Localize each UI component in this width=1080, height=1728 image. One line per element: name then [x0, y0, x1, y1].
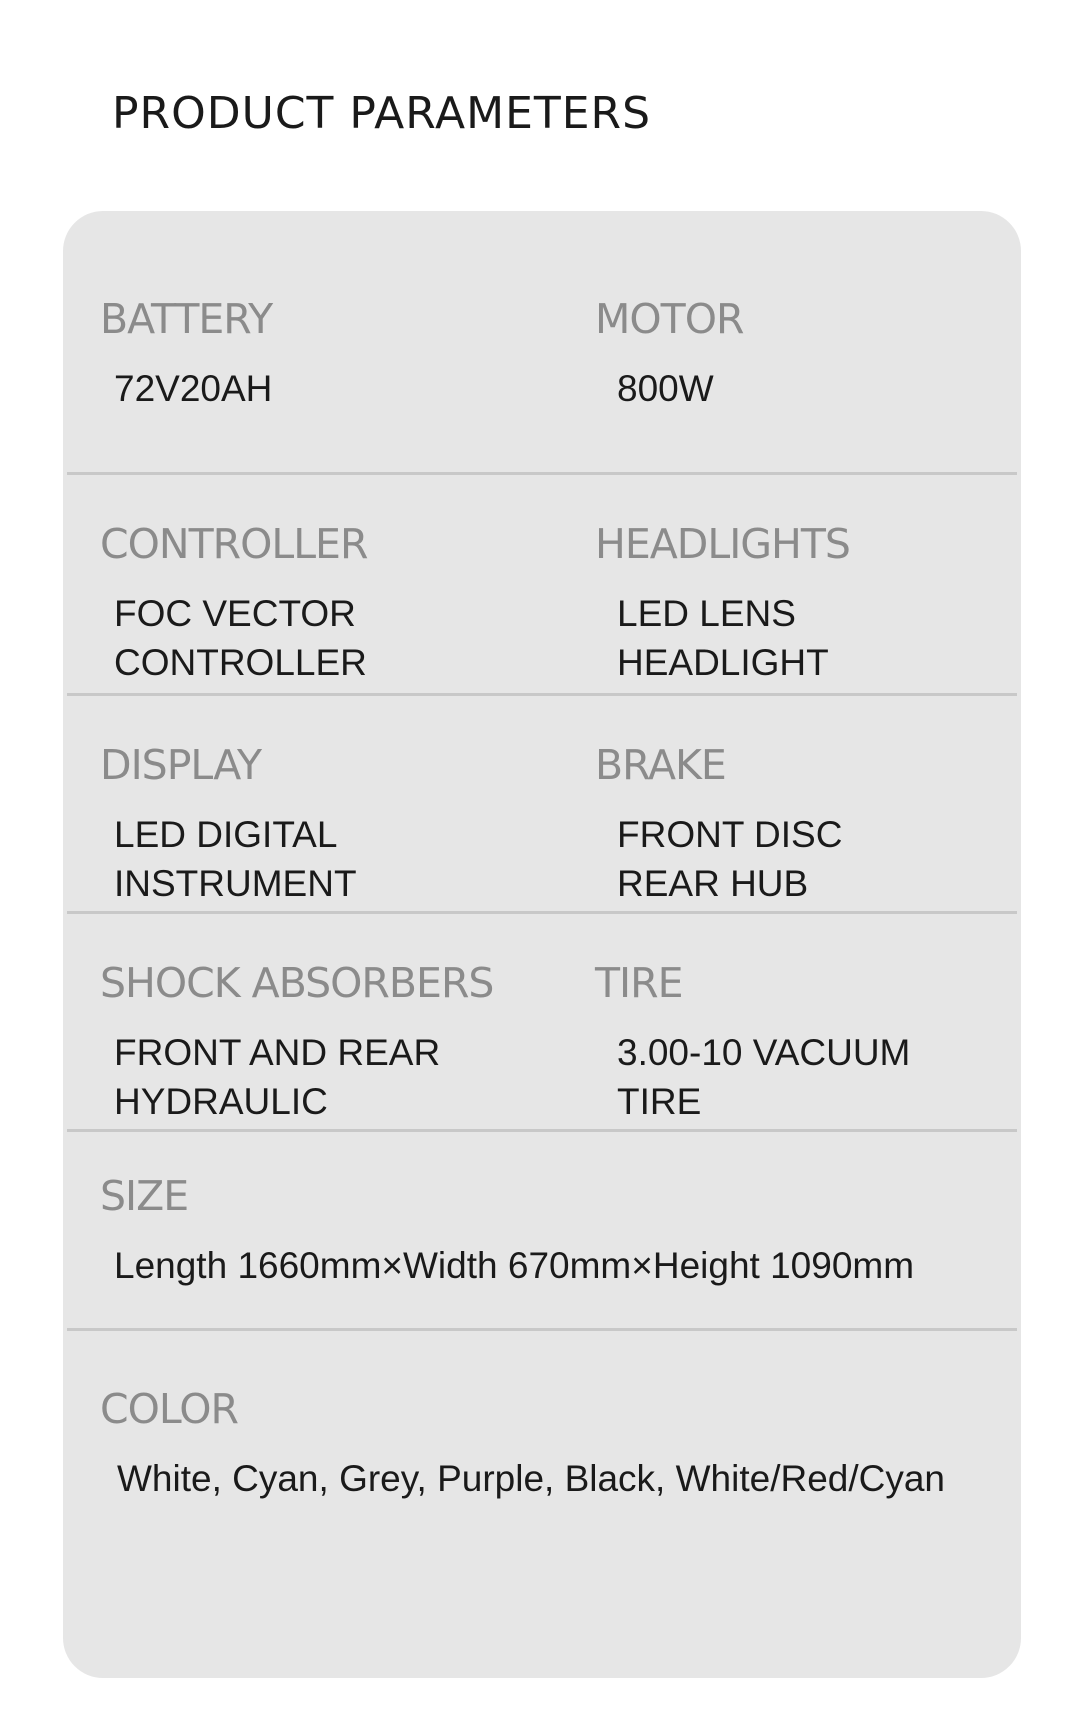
spec-value-headlights-line2: HEADLIGHT: [617, 642, 829, 683]
spec-label-size: SIZE: [100, 1172, 189, 1220]
spec-headlights: [595, 520, 850, 687]
divider: [67, 693, 1017, 696]
divider: [67, 472, 1017, 475]
spec-value-headlights: [595, 589, 850, 687]
spec-label-controller: CONTROLLER: [100, 520, 368, 568]
page-title: PRODUCT PARAMETERS: [112, 88, 652, 139]
spec-value-size: Length 1660mm×Width 670mm×Height 1090mm: [114, 1245, 915, 1286]
divider: [67, 1129, 1017, 1132]
spec-card: [63, 211, 1021, 1678]
spec-value-controller-line1: FOC VECTOR: [114, 593, 356, 634]
spec-value-controller: [100, 589, 367, 687]
spec-label-tire: TIRE: [595, 959, 683, 1007]
spec-value-tire-line1: 3.00-10 VACUUM: [617, 1032, 911, 1073]
spec-label-color: COLOR: [100, 1385, 239, 1433]
spec-battery: [100, 295, 273, 413]
spec-brake: [595, 741, 843, 908]
spec-label-motor: MOTOR: [595, 295, 744, 343]
spec-value-display-line2: INSTRUMENT: [114, 863, 357, 904]
spec-label-brake: BRAKE: [595, 741, 726, 789]
divider: [67, 911, 1017, 914]
spec-label-shock-absorbers: SHOCK ABSORBERS: [100, 959, 494, 1007]
spec-value-shock-absorbers-line1: FRONT AND REAR: [114, 1032, 441, 1073]
spec-motor: [595, 295, 744, 413]
spec-value-controller-line2: CONTROLLER: [114, 642, 367, 683]
spec-label-battery: BATTERY: [100, 295, 273, 343]
spec-value-color: White, Cyan, Grey, Purple, Black, White/Red/Cyan: [117, 1458, 946, 1499]
spec-value-brake-line1: FRONT DISC: [617, 814, 843, 855]
spec-value-headlights-line1: LED LENS: [617, 593, 796, 634]
spec-value-battery: 72V20AH: [114, 368, 273, 409]
spec-label-display: DISPLAY: [100, 741, 262, 789]
spec-value-tire-line2: TIRE: [617, 1081, 702, 1122]
spec-controller: [100, 520, 368, 687]
spec-shock-absorbers: [100, 959, 494, 1126]
spec-value-brake: [595, 810, 842, 908]
divider: [67, 1328, 1017, 1331]
spec-value-display: [100, 810, 357, 908]
spec-size: [100, 1172, 915, 1290]
spec-value-motor: 800W: [617, 368, 714, 409]
spec-value-brake-line2: REAR HUB: [617, 863, 809, 904]
spec-color: [100, 1385, 946, 1503]
spec-display: [100, 741, 357, 908]
spec-value-display-line1: LED DIGITAL: [114, 814, 338, 855]
spec-value-tire: [595, 1028, 910, 1126]
spec-value-shock-absorbers: [100, 1028, 493, 1126]
spec-tire: [595, 959, 911, 1126]
spec-value-shock-absorbers-line2: HYDRAULIC: [114, 1081, 328, 1122]
spec-label-headlights: HEADLIGHTS: [595, 520, 850, 568]
